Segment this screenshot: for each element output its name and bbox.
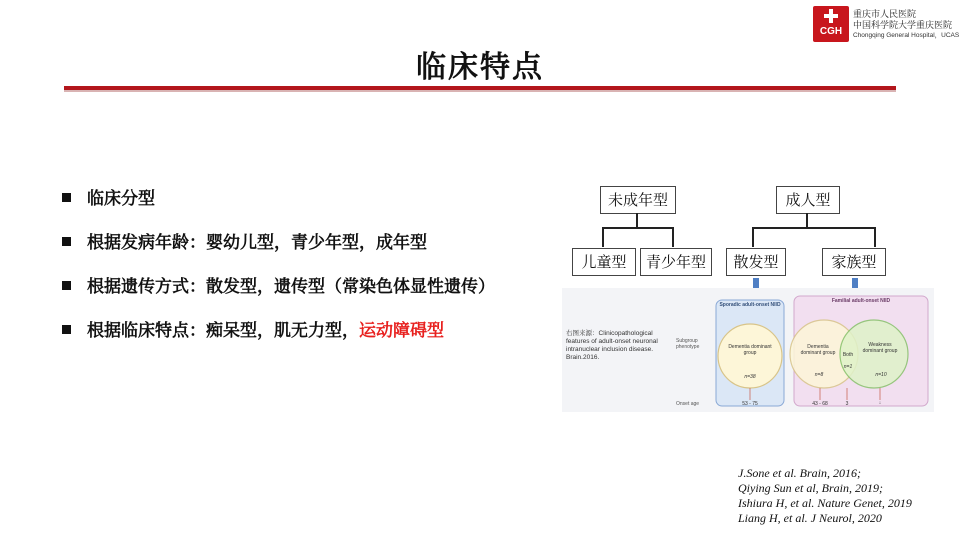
slide-title: 临床特点 (416, 50, 544, 85)
bullet-text: 根据遗传方式：散发型，遗传型（常染色体显性遗传） (87, 277, 495, 297)
figure-caption: 右图来源：Clinicopathological features of adult-onset neuronal intranuclear inclusion disease. Brain.2016. (566, 330, 658, 361)
logo-hospital-name: 重庆市人民医院 (853, 10, 917, 20)
square-bullet-icon (62, 193, 71, 202)
logo-university-name: 中国科学院大学重庆医院 (853, 21, 953, 31)
reference-item: Liang H, et al. J Neurol, 2020 (738, 511, 882, 525)
hospital-logo (813, 6, 960, 42)
row-label-subgroup: Subgroup phenotype (676, 338, 700, 350)
connector-line (672, 227, 674, 247)
connector-line (636, 213, 638, 228)
bullet-item (62, 184, 495, 228)
bullet-item (62, 272, 495, 316)
node-teen: 青少年型 (640, 248, 712, 276)
connector-line (602, 227, 672, 229)
bullet-text: 根据发病年龄：婴幼儿型，青少年型，成年型 (87, 233, 427, 253)
weakness-label: Weakness dominant group (862, 342, 898, 354)
row-label-onset: Onset age (676, 401, 700, 407)
reference-item: J.Sone et al. Brain, 2016; (738, 466, 861, 480)
node-juvenile: 未成年型 (600, 186, 676, 214)
references (738, 466, 912, 526)
onset-fam-dementia: 43 - 68 (812, 401, 828, 407)
square-bullet-icon (62, 237, 71, 246)
node-adult: 成人型 (776, 186, 840, 214)
weakness-count: n=10 (875, 372, 887, 378)
title-divider-shadow (64, 90, 896, 92)
square-bullet-icon (62, 325, 71, 334)
bullet-highlight: 运动障碍型 (359, 321, 444, 341)
onset-both: 3 (845, 401, 849, 407)
dementia-label: Dementia dominant group (728, 344, 772, 356)
dementia-count: n=38 (744, 374, 756, 380)
reference-item: Qiying Sun et al, Brain, 2019; (738, 481, 883, 495)
node-familial: 家族型 (822, 248, 886, 276)
bullet-item (62, 228, 495, 272)
medical-cross-icon (824, 9, 838, 23)
bullet-text: 临床分型 (87, 189, 155, 209)
fam-dementia-count: n=8 (814, 372, 824, 378)
classification-diagram (562, 176, 934, 412)
logo-abbr: CGH (819, 26, 843, 37)
connector-line (752, 227, 874, 229)
onset-weakness: ↓ (878, 400, 882, 406)
connector-line (874, 227, 876, 247)
embedded-figure (562, 288, 934, 412)
onset-sporadic: 53 - 75 (742, 401, 758, 407)
node-sporadic: 散发型 (726, 248, 786, 276)
familial-title: Familial adult-onset NIID (831, 298, 891, 304)
both-label: Both (842, 352, 854, 358)
fam-dementia-label: Dementia dominant group (800, 344, 836, 356)
node-infant: 儿童型 (572, 248, 636, 276)
both-count: n=1 (843, 364, 853, 370)
bullet-text: 根据临床特点：痴呆型，肌无力型， (87, 321, 359, 341)
reference-item: Ishiura H, et al. Nature Genet, 2019 (738, 496, 912, 510)
connector-line (602, 227, 604, 247)
logo-english-name: Chongqing General Hospital，UCAS (853, 32, 960, 39)
connector-line (752, 227, 754, 247)
square-bullet-icon (62, 281, 71, 290)
logo-emblem (813, 6, 849, 42)
bullet-item (62, 316, 495, 360)
bullet-list (62, 184, 495, 360)
sporadic-title: Sporadic adult-onset NIID (719, 302, 781, 308)
connector-line (806, 213, 808, 228)
